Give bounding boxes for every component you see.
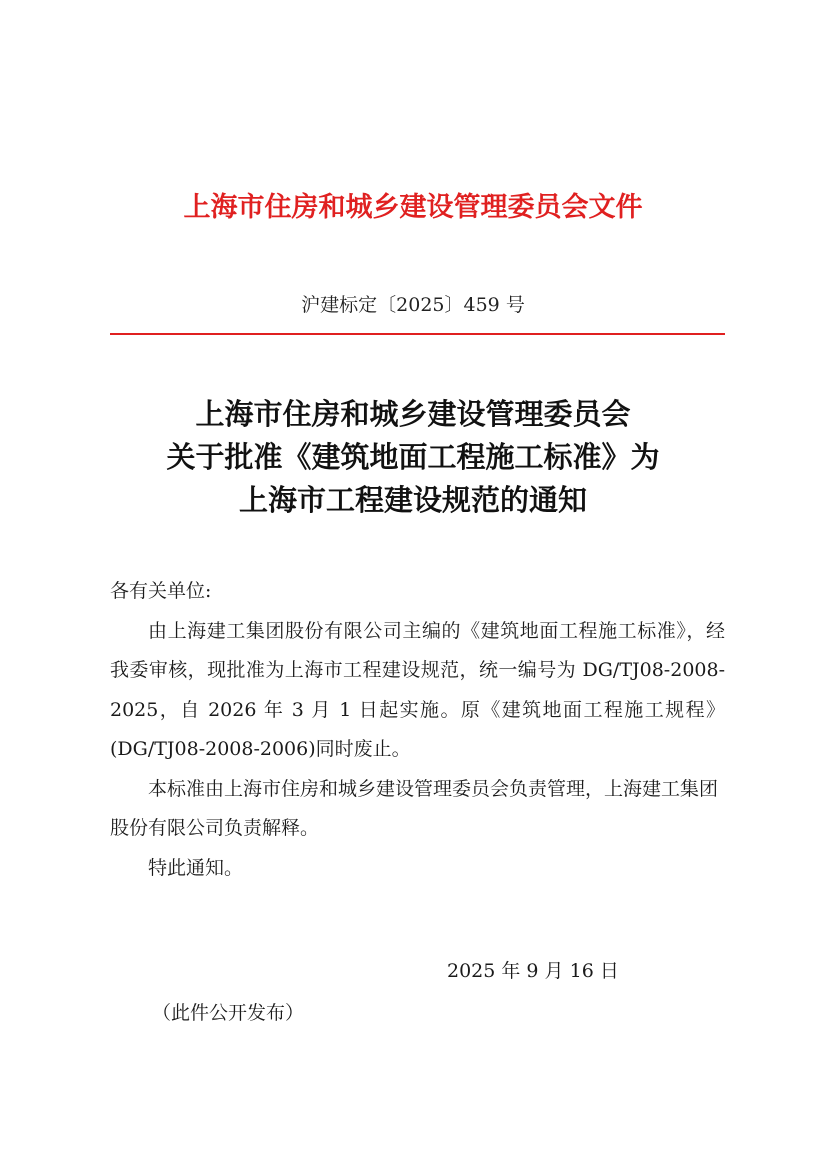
body-paragraph-closing: 特此通知。: [148, 856, 244, 879]
document-number: 沪建标定〔2025〕459 号: [301, 294, 525, 316]
issue-date: 2025 年 9 月 16 日: [447, 960, 619, 982]
body-paragraph-management: 本标准由上海市住房和城乡建设管理委员会负责管理，上海建工集团股份有限公司负责解释。: [110, 777, 719, 839]
document-title: [0, 393, 826, 522]
organization-header: 上海市住房和城乡建设管理委员会文件: [183, 192, 643, 223]
publication-note: （此件公开发布）: [152, 1002, 305, 1024]
title-line-2: 关于批准《建筑地面工程施工标准》为: [166, 440, 660, 474]
salutation: 各有关单位:: [110, 580, 212, 602]
document-body: [110, 572, 725, 888]
body-paragraph-approval: 由上海建工集团股份有限公司主编的《建筑地面工程施工标准》，经我委审核，现批准为上海市工程建设规范，统一编号为 DG/TJ08-2008-2025，自 2026 年 3 月 1 日起实施。原《建筑地面工程施工规程》(DG/TJ08-2008-2006)同时废止。: [110, 619, 725, 760]
title-line-1: 上海市住房和城乡建设管理委员会: [195, 397, 631, 431]
red-divider-line: [110, 333, 725, 335]
title-line-3: 上海市工程建设规范的通知: [238, 483, 587, 517]
